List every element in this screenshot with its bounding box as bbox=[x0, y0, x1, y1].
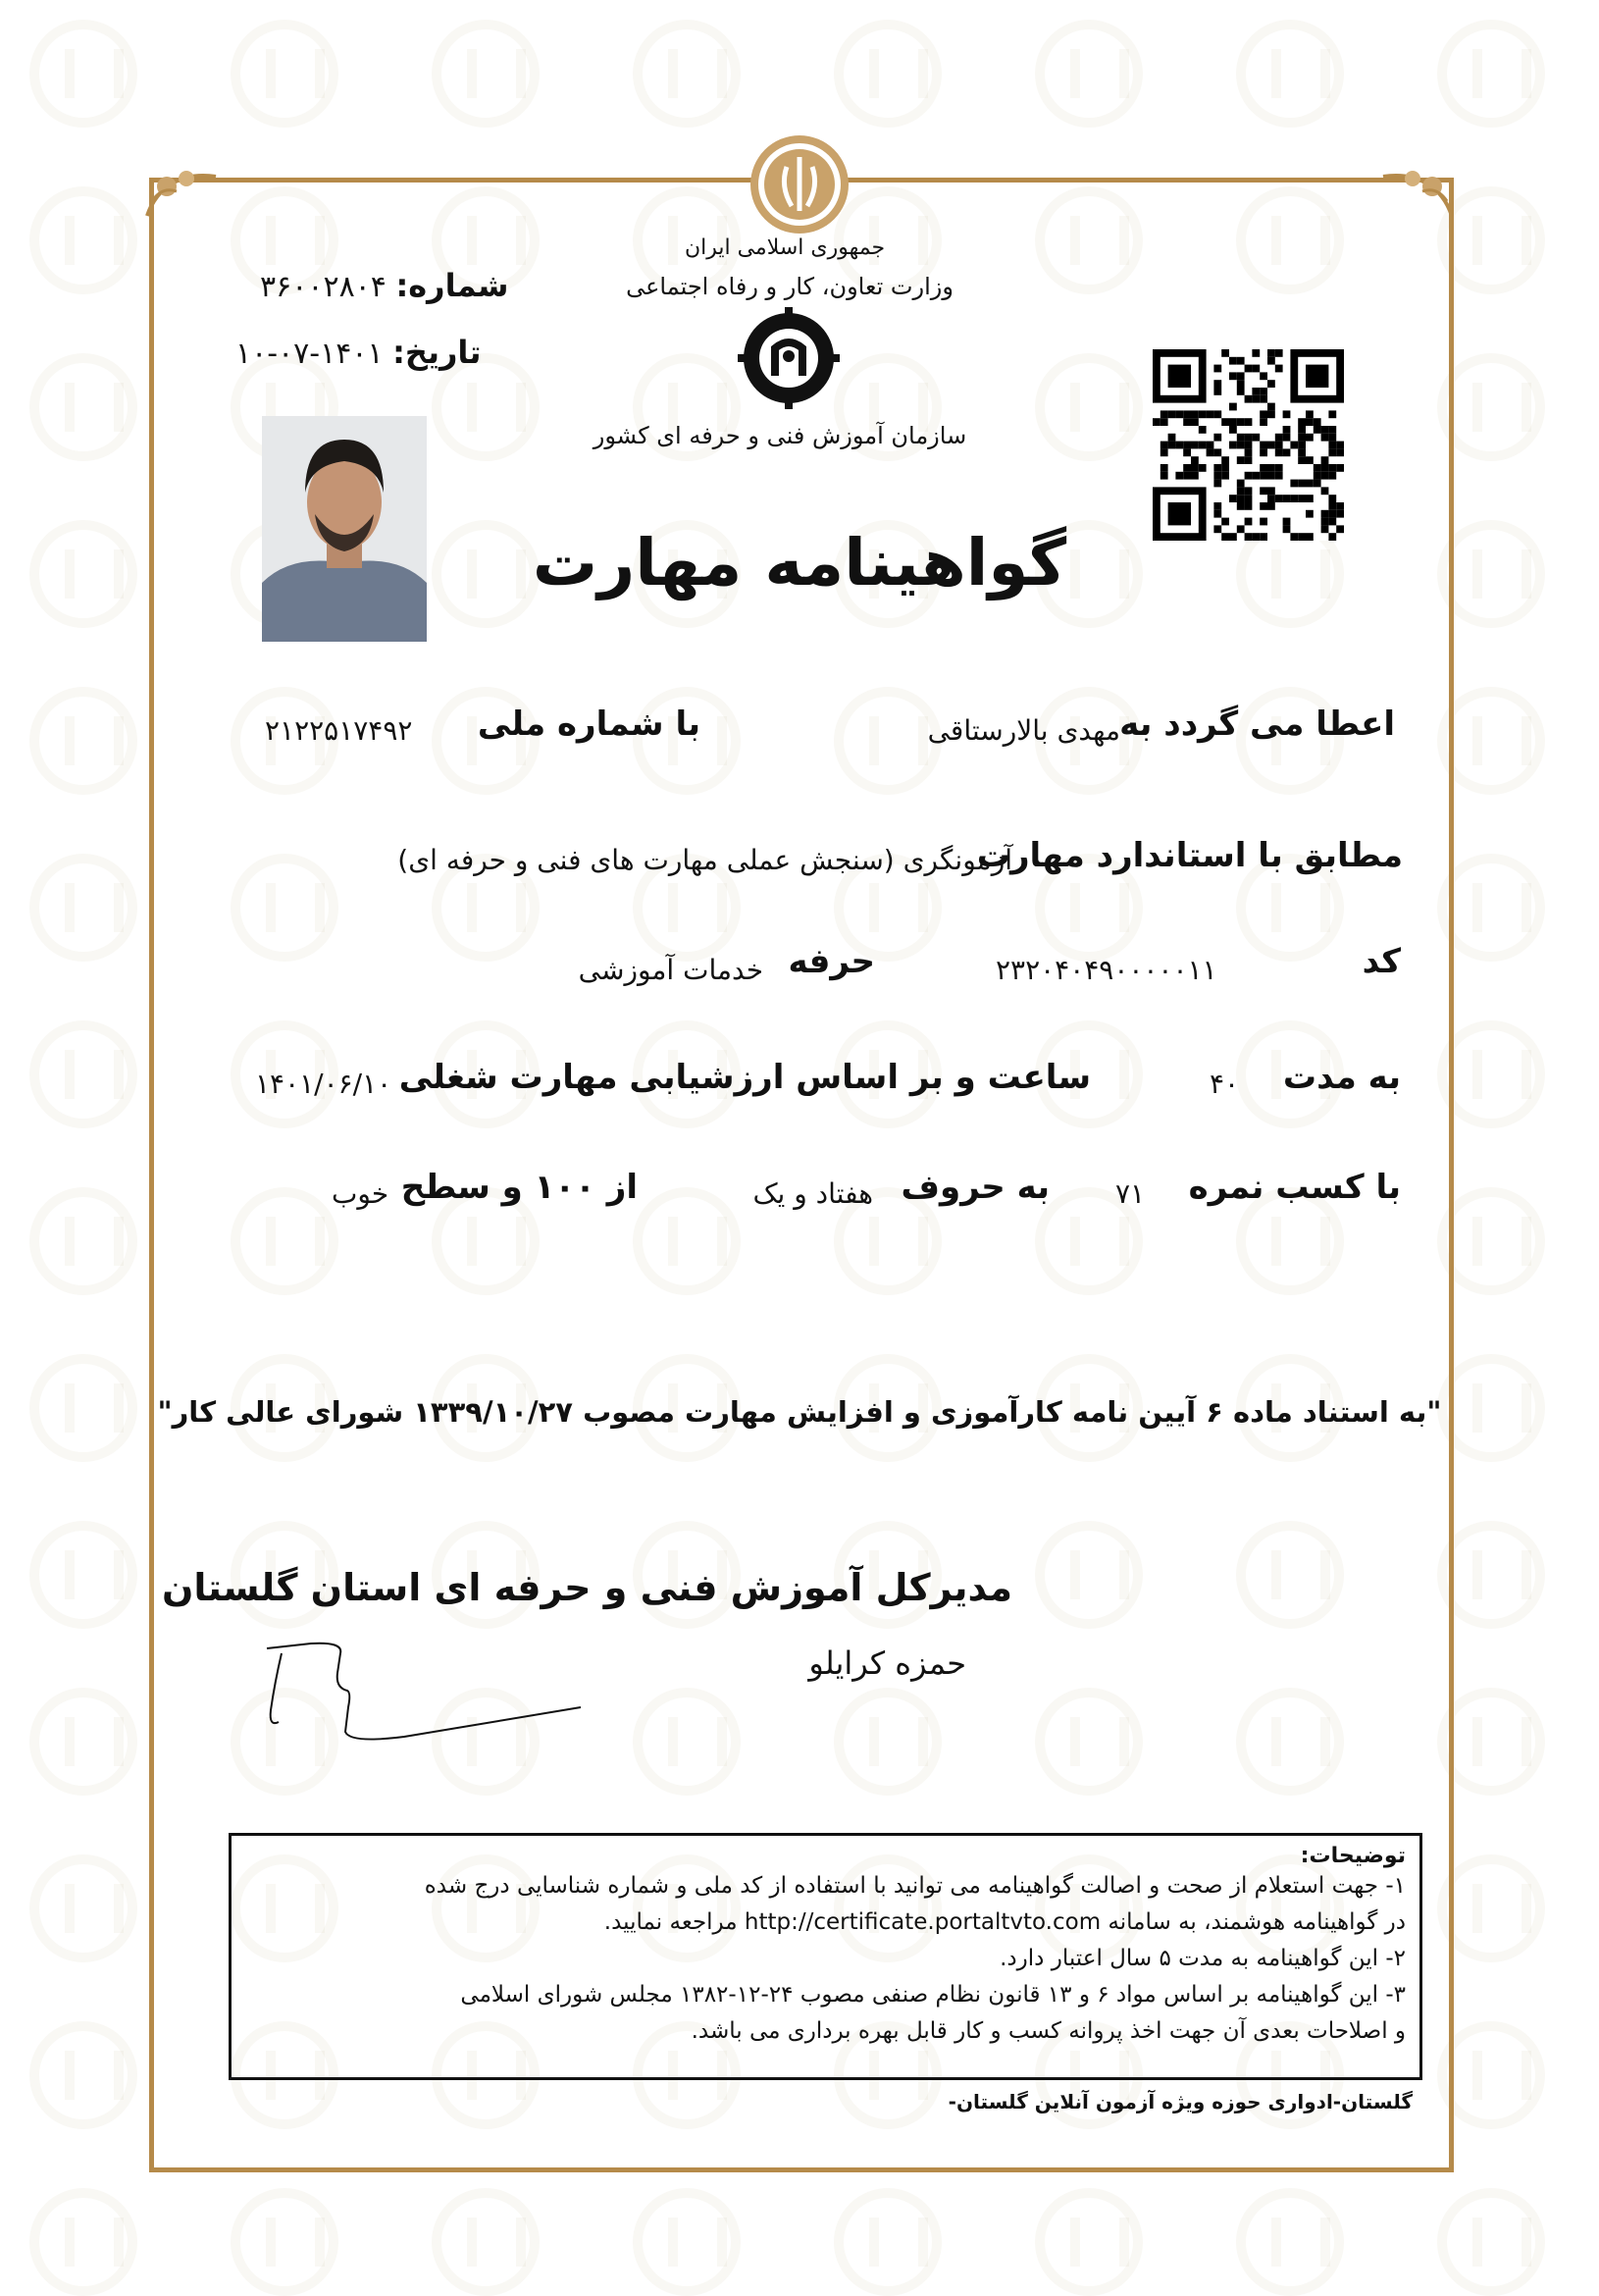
national-emblem-icon bbox=[748, 132, 851, 236]
national-id-label: با شماره ملی bbox=[477, 704, 700, 744]
score-value: ۷۱ bbox=[1115, 1177, 1146, 1210]
watermark-logo-icon bbox=[1035, 2188, 1143, 2296]
handwritten-signature bbox=[257, 1634, 591, 1751]
watermark-logo-icon bbox=[29, 186, 137, 294]
watermark-logo-icon bbox=[29, 520, 137, 628]
national-id-value: ۲۱۲۲۵۱۷۴۹۲ bbox=[265, 714, 413, 747]
republic-name: جمهوری اسلامی ایران bbox=[684, 235, 886, 260]
in-words-value: هفتاد و یک bbox=[752, 1177, 873, 1210]
evaluation-date: ۱۴۰۱/۰۶/۱۰ bbox=[255, 1068, 392, 1100]
certificate-title: گواهینامه مهارت bbox=[532, 525, 1067, 600]
watermark-logo-icon bbox=[432, 2188, 540, 2296]
watermark-logo-icon bbox=[29, 1354, 137, 1462]
corner-ornament-right-icon bbox=[1373, 157, 1462, 226]
watermark-logo-icon bbox=[1437, 20, 1545, 128]
recipient-name: مهدی بالارستاقی bbox=[927, 714, 1120, 747]
number-label: شماره: bbox=[395, 267, 509, 304]
legal-quote: "به استناد ماده ۶ آیین نامه کارآموزی و افزایش مهارت مصوب ۱۳۳۹/۱۰/۲۷ شورای عالی کار" bbox=[157, 1395, 1442, 1429]
watermark-logo-icon bbox=[29, 2188, 137, 2296]
note-line-1: ۱- جهت استعلام از صحت و اصالت گواهینامه می توانید با استفاده از کد ملی و شماره شناسایی درج شده bbox=[424, 1873, 1406, 1899]
watermark-logo-icon bbox=[633, 2188, 741, 2296]
watermark-logo-icon bbox=[29, 20, 137, 128]
out-of-label: از ۱۰۰ و سطح bbox=[400, 1168, 638, 1207]
watermark-logo-icon bbox=[29, 854, 137, 962]
date-label: تاریخ: bbox=[392, 334, 482, 371]
watermark-logo-icon bbox=[231, 2188, 338, 2296]
note-line-5: و اصلاحات بعدی آن جهت اخذ پروانه کسب و کار قابل بهره برداری می باشد. bbox=[691, 2018, 1406, 2044]
corner-ornament-left-icon bbox=[137, 157, 226, 226]
watermark-logo-icon bbox=[29, 353, 137, 461]
watermark-logo-icon bbox=[633, 20, 741, 128]
standard-label: مطابق با استاندارد مهارت bbox=[976, 836, 1403, 875]
watermark-logo-icon bbox=[834, 2188, 942, 2296]
notes-title: توضیحات: bbox=[1300, 1844, 1406, 1868]
watermark-logo-icon bbox=[1437, 2188, 1545, 2296]
code-label: کد bbox=[1362, 942, 1401, 981]
watermark-logo-icon bbox=[432, 20, 540, 128]
certificate-date bbox=[235, 334, 481, 371]
watermark-logo-icon bbox=[29, 687, 137, 795]
duration-value: ۴۰ bbox=[1210, 1068, 1240, 1100]
note-line-2: در گواهینامه هوشمند، به سامانه http://certificate.portaltvto.com مراجعه نمایید. bbox=[603, 1909, 1406, 1935]
note-line-3: ۲- این گواهینامه به مدت ۵ سال اعتبار دارد. bbox=[1000, 1946, 1406, 1971]
standard-value: آزمونگری (سنجش عملی مهارت های فنی و حرفه ای) bbox=[397, 844, 1012, 876]
level-value: خوب bbox=[332, 1177, 389, 1210]
code-value: ۲۳۲۰۴۰۴۹۰۰۰۰۰۱۱ bbox=[996, 954, 1217, 986]
watermark-logo-icon bbox=[834, 20, 942, 128]
certificate-number bbox=[260, 267, 509, 304]
signatory-name: حمزه کرایلو bbox=[808, 1644, 966, 1682]
watermark-logo-icon bbox=[29, 1688, 137, 1796]
recipient-photo bbox=[262, 416, 427, 642]
hours-text: ساعت و بر اساس ارزشیابی مهارت شغلی bbox=[398, 1058, 1091, 1097]
watermark-logo-icon bbox=[1236, 20, 1344, 128]
trade-value: خدمات آموزشی bbox=[578, 954, 763, 986]
tvto-logo-icon bbox=[738, 307, 840, 409]
qr-code bbox=[1153, 349, 1344, 541]
watermark-logo-icon bbox=[29, 1854, 137, 1962]
trade-label: حرفه bbox=[788, 942, 875, 981]
score-label: با کسب نمره bbox=[1188, 1168, 1401, 1207]
notes-box bbox=[229, 1833, 1422, 2080]
watermark-logo-icon bbox=[29, 1187, 137, 1295]
note-line-4: ۳- این گواهینامه بر اساس مواد ۶ و ۱۳ قانون نظام صنفی مصوب ۲۴-۱۲-۱۳۸۲ مجلس شورای اسلامی bbox=[460, 1982, 1406, 2008]
number-value: ۳۶۰۰۲۸۰۴ bbox=[260, 270, 387, 304]
watermark-logo-icon bbox=[29, 2021, 137, 2129]
signatory-title: مدیرکل آموزش فنی و حرفه ای استان گلستان bbox=[161, 1566, 1012, 1609]
in-words-label: به حروف bbox=[901, 1168, 1050, 1207]
footer-note: گلستان-ادواری حوزه ویژه آزمون آنلاین گلستان- bbox=[948, 2090, 1413, 2113]
watermark-logo-icon bbox=[29, 1020, 137, 1128]
ministry-name: وزارت تعاون، کار و رفاه اجتماعی bbox=[626, 273, 954, 300]
watermark-logo-icon bbox=[1035, 20, 1143, 128]
duration-label: به مدت bbox=[1282, 1058, 1401, 1097]
date-value: ۱۴۰۱-۰۷-۱۰ bbox=[235, 337, 384, 371]
organization-name: سازمان آموزش فنی و حرفه ای کشور bbox=[593, 422, 967, 449]
watermark-logo-icon bbox=[231, 20, 338, 128]
watermark-logo-icon bbox=[1236, 2188, 1344, 2296]
granted-label: اعطا می گردد به bbox=[1119, 704, 1395, 744]
watermark-logo-icon bbox=[29, 1521, 137, 1629]
